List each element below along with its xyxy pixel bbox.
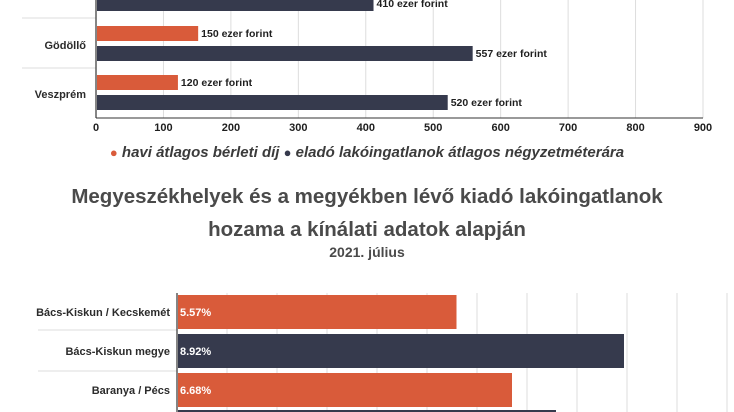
x-tick-label: 300 — [289, 122, 308, 134]
yield-bar — [178, 295, 457, 329]
category-label: Gödöllő — [44, 40, 86, 52]
yield-value-label: 5.57% — [180, 307, 212, 319]
price-value-label: 410 ezer forint — [376, 0, 448, 10]
category-label: Bács-Kiskun megye — [65, 346, 170, 358]
price-legend-dot: ● — [283, 145, 292, 160]
price-value-label: 520 ezer forint — [450, 97, 522, 109]
rent-legend-dot: ● — [109, 145, 118, 160]
price-value-label: 557 ezer forint — [475, 48, 547, 60]
rent-value-label: 150 ezer forint — [201, 28, 273, 40]
chart-title-line-2: hozama a kínálati adatok alapján — [208, 218, 526, 241]
x-tick-label: 400 — [356, 122, 375, 134]
yield-value-label: 6.68% — [180, 385, 212, 397]
x-tick-label: 700 — [558, 122, 578, 134]
rent-legend-label: havi átlagos bérleti díj — [121, 144, 280, 161]
category-label: Veszprém — [34, 89, 86, 101]
x-tick-label: 200 — [221, 122, 241, 134]
x-tick-label: 0 — [92, 122, 100, 134]
x-tick-label: 900 — [693, 122, 713, 134]
category-label: Bács-Kiskun / Kecskemét — [36, 307, 170, 319]
rent-value-label: 120 ezer forint — [180, 77, 253, 89]
chart-title-line-1: Megyeszékhelyek és a megyékben lévő kiadó lakóingatlanok — [71, 185, 663, 208]
price-legend-label: eladó lakóingatlanok átlagos négyzetméterára — [295, 144, 625, 161]
yield-value-label: 8.92% — [180, 346, 212, 358]
chart-subtitle: 2021. július — [329, 244, 405, 260]
x-tick-label: 100 — [154, 122, 173, 134]
x-tick-label: 500 — [424, 122, 443, 134]
yield-bar — [178, 334, 624, 368]
x-tick-label: 600 — [491, 122, 510, 134]
x-tick-label: 800 — [626, 122, 645, 134]
category-label: Baranya / Pécs — [91, 385, 170, 397]
yield-bar — [178, 373, 512, 407]
